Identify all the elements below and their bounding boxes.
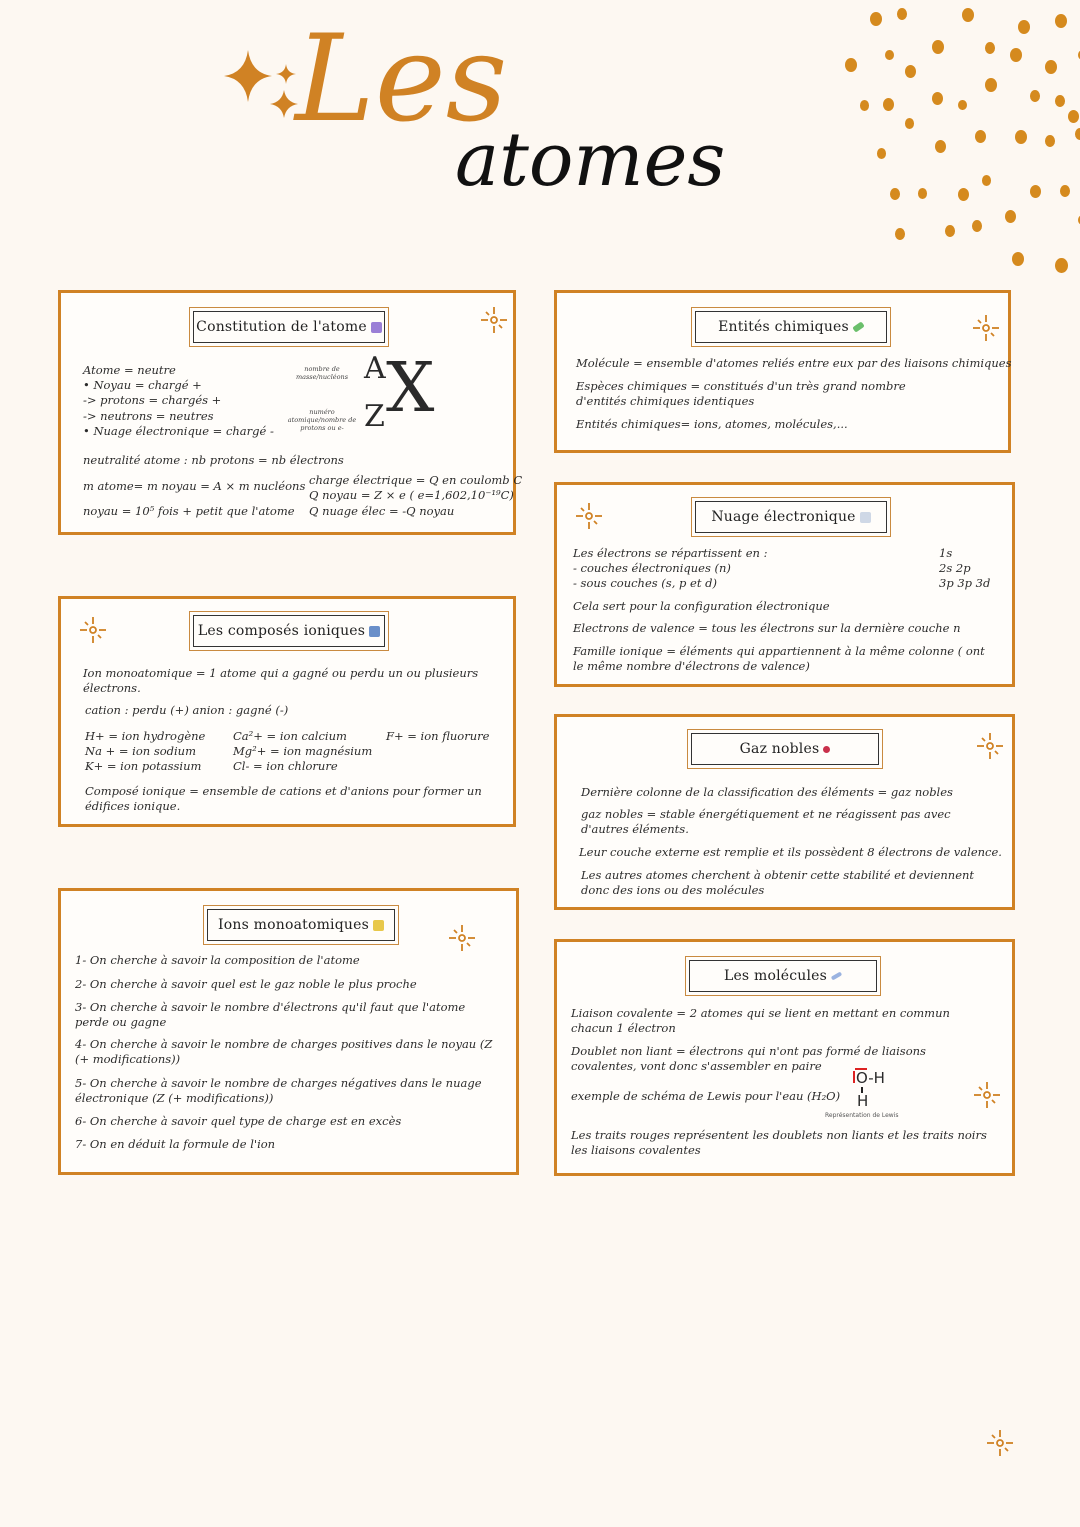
balloon-icon — [823, 746, 830, 753]
card-title-ions — [203, 905, 399, 945]
text-line: exemple de schéma de Lewis pour l'eau (H₂O) — [571, 1089, 841, 1103]
ion-item: F+ = ion fluorure — [386, 729, 490, 743]
card-composes — [58, 596, 516, 827]
symbol-a: A — [364, 351, 386, 386]
ion-item: H+ = ion hydrogène — [85, 729, 206, 743]
card-title-text: Entités chimiques — [718, 319, 849, 335]
decorative-dot — [1012, 252, 1024, 266]
text-line: Leur couche externe est remplie et ils possèdent 8 électrons de valence. — [579, 845, 1002, 859]
decorative-dot — [1018, 20, 1030, 34]
decorative-dot — [860, 100, 869, 111]
decorative-dot — [1030, 185, 1041, 198]
decorative-dot — [1015, 130, 1027, 144]
text-line: Electrons de valence = tous les électrons sur la dernière couche n — [573, 621, 961, 635]
step-item: 7- On en déduit la formule de l'ion — [75, 1137, 276, 1151]
decorative-dot — [985, 78, 997, 92]
decorative-dot — [972, 220, 982, 232]
step-item: 6- On cherche à savoir quel type de charge est en excès — [75, 1114, 402, 1128]
ion-item: Ca²+ = ion calcium — [233, 729, 347, 743]
sparkle-icon — [975, 731, 1005, 761]
text-line: -> neutrons = neutres — [83, 409, 214, 423]
text-line: Famille ionique = éléments qui appartiennent à la même colonne ( ont le même nombre d'électrons de valence) — [573, 644, 985, 673]
decorative-dot — [975, 130, 986, 143]
card-title-constitution — [189, 307, 389, 347]
card-title-molecules — [685, 956, 881, 996]
text-line: • Nuage électronique = chargé - — [83, 424, 274, 438]
text-line: gaz nobles = stable énergétiquement et ne réagissent pas avec d'autres éléments. — [581, 807, 951, 836]
decorative-dot — [1055, 95, 1065, 107]
lewis-diagram — [853, 1068, 913, 1112]
text-line: Entités chimiques= ions, atomes, molécules,... — [576, 417, 848, 431]
card-nuage — [554, 482, 1015, 687]
ion-item: Na + = ion sodium — [85, 744, 196, 758]
ion-icon — [369, 626, 380, 637]
lewis-bottom: H — [857, 1092, 869, 1110]
card-title-text: Nuage électronique — [711, 509, 856, 525]
text-line: Atome = neutre — [83, 363, 176, 377]
text-line: m atome= m noyau = A × m nucléons — [83, 479, 306, 493]
decorative-dot — [877, 148, 886, 159]
atom-icon — [371, 322, 382, 333]
decorative-dot — [1045, 135, 1055, 147]
sparkle-cluster-icon — [210, 40, 300, 130]
card-title-text: Gaz nobles — [739, 741, 820, 757]
atomic-number-label: numéro atomique/nombre de protons ou e- — [287, 408, 357, 432]
text-line: Les autres atomes cherchent à obtenir cette stabilité et deviennent donc des ions ou des molécules — [581, 868, 975, 897]
decorative-dot — [1010, 48, 1022, 62]
decorative-dot — [1030, 90, 1040, 102]
sparkle-icon — [574, 501, 604, 531]
lewis-caption: Représentation de Lewis — [825, 1112, 899, 1119]
decorative-dot — [897, 8, 907, 20]
ion-item: K+ = ion potassium — [85, 759, 202, 773]
text-line: Dernière colonne de la classification des éléments = gaz nobles — [581, 785, 953, 799]
text-line: Composé ionique = ensemble de cations et d'anions pour former un édifices ionique. — [85, 784, 482, 813]
card-title-text: Constitution de l'atome — [196, 319, 367, 335]
decorative-dot — [1055, 14, 1067, 28]
sparkle-icon — [479, 305, 509, 335]
decorative-dot — [1068, 110, 1079, 123]
decorative-dot — [905, 118, 914, 129]
decorative-dot — [932, 92, 943, 105]
sparkle-icon — [447, 923, 477, 953]
ion-item: Mg²+ = ion magnésium — [233, 744, 373, 758]
decorative-dot — [1075, 128, 1080, 140]
card-title-text: Ions monoatomiques — [218, 917, 369, 933]
text-line: charge électrique = Q en coulomb C — [309, 473, 523, 487]
step-item: 4- On cherche à savoir le nombre de charges positives dans le noyau (Z (+ modifications)) — [75, 1037, 493, 1066]
sparkle-icon — [985, 1428, 1015, 1458]
step-item: 5- On cherche à savoir le nombre de charges négatives dans le nuage électronique (Z (+ modifications)) — [75, 1076, 482, 1105]
text-line: Les électrons se répartissent en : — [573, 546, 768, 560]
text-line: Doublet non liant = électrons qui n'ont pas formé de liaisons covalentes, vont donc s'assembler en paire — [571, 1044, 926, 1073]
lewis-top: O-H — [856, 1069, 885, 1087]
text-line: neutralité atome : nb protons = nb électrons — [83, 453, 344, 467]
decorative-dot — [982, 175, 991, 186]
title-les: Les — [295, 10, 508, 149]
sparkle-icon — [972, 1080, 1002, 1110]
cloud-icon — [860, 512, 871, 523]
step-item: 1- On cherche à savoir la composition de l'atome — [75, 953, 360, 967]
decorative-dot — [890, 188, 900, 200]
card-title-nuage — [691, 497, 891, 537]
decorative-dot — [885, 50, 894, 60]
decorative-dot — [958, 100, 967, 110]
card-ions — [58, 888, 519, 1175]
text-line: noyau = 10⁵ fois + petit que l'atome — [83, 504, 295, 518]
lone-pair-mark — [853, 1071, 855, 1083]
decorative-dot — [1055, 258, 1068, 273]
card-entites — [554, 290, 1011, 453]
decorative-dot — [935, 140, 946, 153]
text-line: • Noyau = chargé + — [83, 378, 202, 392]
text-line: - sous couches (s, p et d) — [573, 576, 717, 590]
symbol-x: X — [386, 349, 435, 428]
text-line: 3p 3p 3d — [939, 576, 991, 590]
text-line: Les traits rouges représentent les doublets non liants et les traits noirs les liaisons covalentes — [571, 1128, 987, 1157]
ion-item: Cl- = ion chlorure — [233, 759, 338, 773]
card-title-text: Les molécules — [723, 968, 828, 984]
text-line: Molécule = ensemble d'atomes reliés entre eux par des liaisons chimiques — [576, 356, 1012, 370]
text-line: Espèces chimiques = constitués d'un très grand nombre d'entités chimiques identiques — [576, 379, 906, 408]
symbol-z: Z — [364, 399, 385, 434]
card-molecules — [554, 939, 1015, 1176]
decorative-dot — [958, 188, 969, 201]
person-icon — [373, 920, 384, 931]
decorative-dot — [962, 8, 974, 22]
title-atomes: atomes — [455, 117, 726, 203]
text-line: -> protons = chargés + — [83, 393, 222, 407]
pill-icon — [852, 321, 864, 332]
text-line: Ion monoatomique = 1 atome qui a gagné ou perdu un ou plusieurs électrons. — [83, 666, 479, 695]
card-constitution — [58, 290, 523, 535]
decorative-dot — [905, 65, 916, 78]
decorative-dot — [895, 228, 905, 240]
text-line: Q noyau = Z × e ( e=1,602,10⁻¹⁹C) — [309, 488, 514, 502]
decorative-dot — [1060, 185, 1070, 197]
sparkle-icon — [78, 615, 108, 645]
decorative-dot — [945, 225, 955, 237]
decorative-dot — [883, 98, 894, 111]
text-line: - couches électroniques (n) — [573, 561, 731, 575]
sparkle-icon — [971, 313, 1001, 343]
card-title-composes — [189, 611, 389, 651]
text-line: Cela sert pour la configuration électronique — [573, 599, 830, 613]
decorative-dot — [845, 58, 857, 72]
card-title-entites — [691, 307, 891, 347]
step-item: 3- On cherche à savoir le nombre d'électrons qu'il faut que l'atome perde ou gagne — [75, 1000, 466, 1029]
decorative-dot — [918, 188, 927, 199]
card-title-gaz — [687, 729, 883, 769]
decorative-dot — [932, 40, 944, 54]
decorative-dot — [1005, 210, 1016, 223]
card-gaz — [554, 714, 1015, 910]
decorative-dot — [985, 42, 995, 54]
text-line: 1s — [939, 546, 953, 560]
text-line: Liaison covalente = 2 atomes qui se lient en mettant en commun chacun 1 électron — [571, 1006, 950, 1035]
decorative-dot — [870, 12, 882, 26]
mass-number-label: nombre de masse/nucléons — [295, 365, 349, 381]
decorative-dot — [1045, 60, 1057, 74]
text-line: cation : perdu (+) anion : gagné (-) — [85, 703, 289, 717]
step-item: 2- On cherche à savoir quel est le gaz noble le plus proche — [75, 977, 417, 991]
dna-icon — [831, 972, 843, 981]
text-line: 2s 2p — [939, 561, 971, 575]
text-line: Q nuage élec = -Q noyau — [309, 504, 455, 518]
card-title-text: Les composés ioniques — [197, 623, 366, 639]
